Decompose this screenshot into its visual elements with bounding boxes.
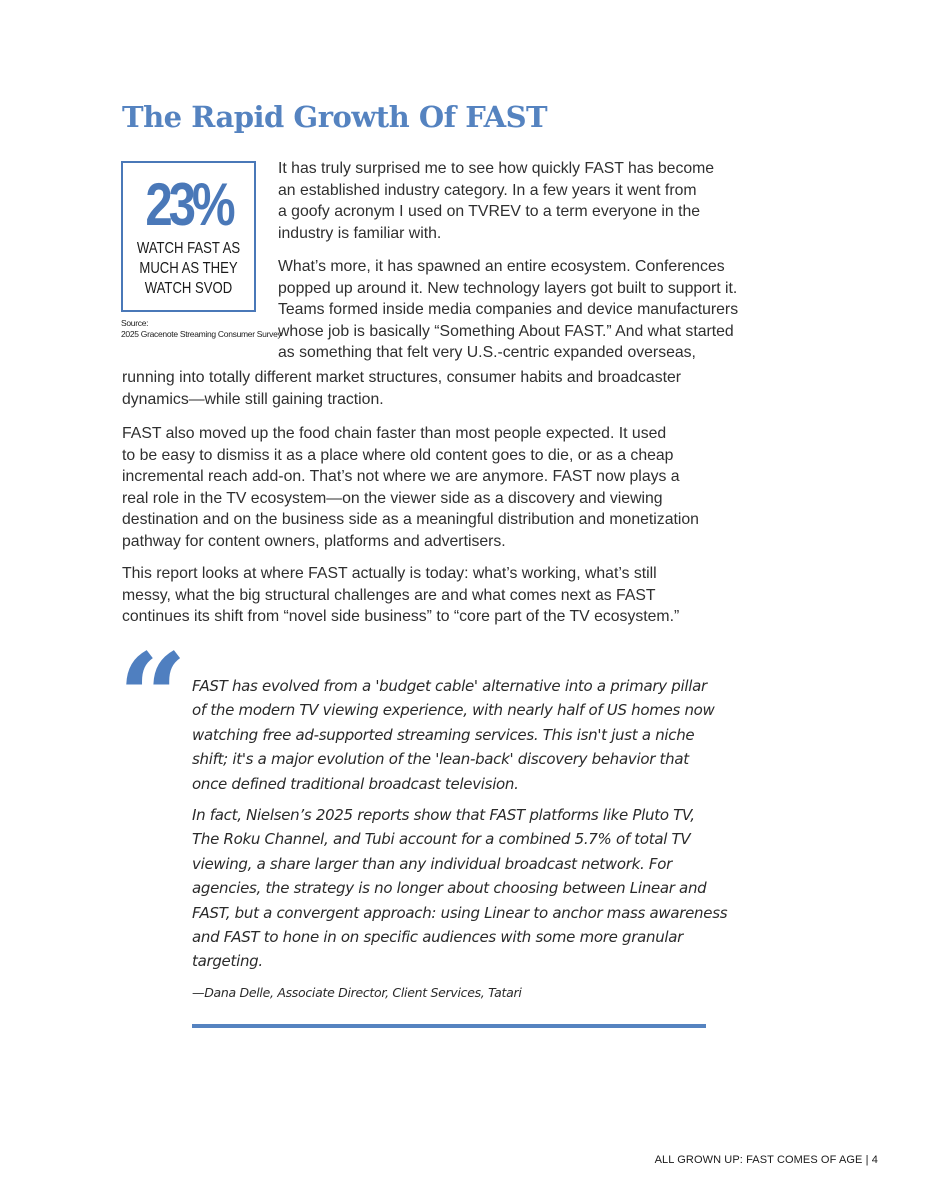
text-line: destination and on the business side as a meaningful distribution and monetization [122, 511, 699, 528]
quote-line: and FAST to hone in on specific audiences with some more granular [192, 928, 684, 947]
page-number: 4 [871, 1154, 878, 1166]
quote-paragraph [192, 674, 715, 796]
text-line: an established industry category. In a few years it went from [278, 181, 697, 199]
quote-line: shift; it's a major evolution of the 'lean-back' discovery behavior that [192, 750, 689, 769]
text-line: continues its shift from “novel side business” to “core part of the TV ecosystem.” [122, 608, 680, 625]
text-line: industry is familiar with. [278, 224, 442, 242]
quote-line: The Roku Channel, and Tubi account for a combined 5.7% of total TV [192, 830, 691, 849]
body-paragraph [278, 256, 738, 364]
quote-line: agencies, the strategy is no longer about choosing between Linear and [192, 879, 707, 898]
stat-source-name: 2025 Gracenote Streaming Consumer Survey [121, 329, 282, 339]
quote-line: targeting. [192, 952, 263, 971]
text-line: This report looks at where FAST actually is today: what’s working, what’s still [122, 565, 657, 582]
body-paragraph [122, 563, 679, 628]
body-paragraph [278, 158, 714, 244]
text-line: incremental reach add-on. That’s not where we are anymore. FAST now plays a [122, 468, 680, 485]
quote-line: FAST, but a convergent approach: using Linear to anchor mass awareness [192, 903, 728, 922]
text-line: to be easy to dismiss it as a place where old content goes to die, or as a cheap [122, 446, 674, 464]
stat-label-line: MUCH AS THEY [139, 260, 238, 277]
quote-line: once defined traditional broadcast television. [192, 774, 519, 793]
text-line: whose job is basically “Something About FAST.” And what started [278, 322, 734, 340]
text-line: FAST also moved up the food chain faster than most people expected. It used [122, 425, 667, 442]
body-paragraph-continued [122, 367, 681, 410]
stat-label-line: WATCH SVOD [144, 280, 233, 297]
quote-divider [192, 1024, 706, 1028]
quote-line: In fact, Nielsen’s 2025 reports show that FAST platforms like Pluto TV, [192, 806, 695, 824]
quote-line: FAST has evolved from a 'budget cable' alternative into a primary pillar [192, 677, 707, 695]
page-title: The Rapid Growth Of FAST [122, 100, 548, 134]
footer-separator: | [865, 1154, 869, 1166]
text-line: What’s more, it has spawned an entire ecosystem. Conferences [278, 258, 725, 275]
quote-attribution: —Dana Delle, Associate Director, Client Services, Tatari [192, 985, 522, 1000]
stat-source [121, 318, 281, 340]
text-line: messy, what the big structural challenges are and what comes next as FAST [122, 586, 656, 604]
footer-title: ALL GROWN UP: FAST COMES OF AGE [654, 1154, 863, 1166]
text-line: popped up around it. New technology layers got built to support it. [278, 279, 738, 297]
text-line: real role in the TV ecosystem—on the viewer side as a discovery and viewing [122, 489, 663, 507]
text-line: Teams formed inside media companies and device manufacturers [278, 301, 739, 318]
quote-mark-icon: “ [118, 627, 180, 768]
body-paragraph [122, 423, 699, 552]
stat-source-label: Source: [121, 318, 149, 328]
stat-callout-box [121, 161, 256, 312]
text-line: running into totally different market structures, consumer habits and broadcaster [122, 369, 682, 386]
stat-label [135, 239, 242, 299]
stat-label-line: WATCH FAST AS [136, 240, 241, 257]
quote-line: viewing, a share larger than any individual broadcast network. For [192, 854, 672, 873]
text-line: It has truly surprised me to see how quickly FAST has become [278, 160, 715, 177]
text-line: a goofy acronym I used on TVREV to a term everyone in the [278, 203, 701, 220]
quote-line: of the modern TV viewing experience, with nearly half of US homes now [192, 701, 715, 720]
quote-line: watching free ad-supported streaming services. This isn't just a niche [192, 725, 695, 744]
text-line: as something that felt very U.S.-centric expanded overseas, [278, 344, 696, 361]
quote-paragraph [192, 803, 727, 974]
text-line: dynamics—while still gaining traction. [122, 390, 384, 408]
page-footer [655, 1154, 878, 1166]
text-line: pathway for content owners, platforms and advertisers. [122, 532, 506, 550]
stat-value: 23% [145, 171, 232, 238]
